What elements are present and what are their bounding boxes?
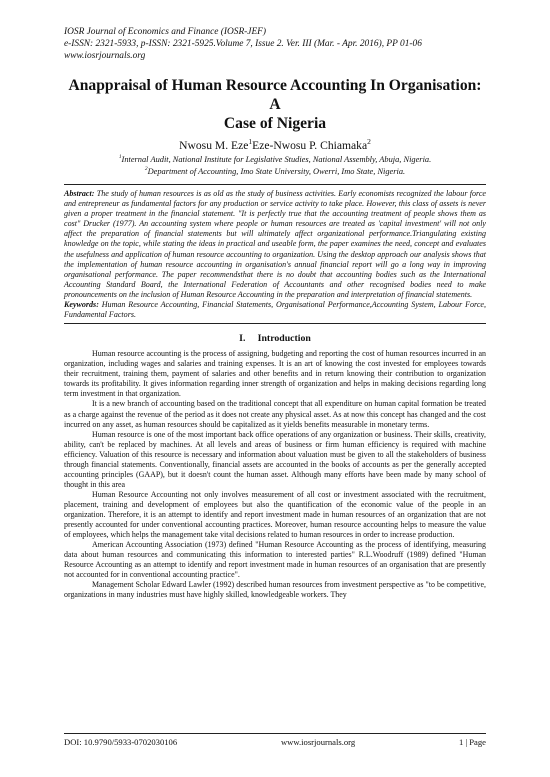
paragraph: Human resource accounting is the process of assigning, budgeting and reporting the cost of human resources incurred in an organization, including wages and salaries and training expenses. It is an art of knowing the cost invested for employees towards their recruitment, training them, payment of salaries and other benefits and in return knowing their contribution to organization towards its profitability. It gives information regarding inner strength of organization and helps in making decisions regarding long term investment in that organization. [64, 349, 486, 399]
affiliation-2-text: Department of Accounting, Imo State University, Owerri, Imo State, Nigeria. [147, 167, 406, 176]
title-line-1: Anappraisal of Human Resource Accounting In Organisation: A [68, 77, 482, 113]
journal-name: IOSR Journal of Economics and Finance (IOSR-JEF) [64, 27, 267, 37]
author-2-affil-mark: 2 [367, 137, 371, 147]
title-line-2: Case of Nigeria [223, 115, 327, 132]
footer-doi[interactable]: DOI: 10.9790/5933-0702030106 [64, 737, 178, 747]
section-title: Introduction [257, 333, 311, 345]
paragraph: Human resource is one of the most important back office operations of any organization or business. Their skills, creativity, ability, can't be replaced by machines. At all levels and areas of business or firm human efficiency is required with machine efficiency. Valuation of this resource is necessary and information about valuation must be given to all the stakeholders of business through financial statements. Conventionally, financial assets are accounted in the books of accounts as per the generally accepted accounting principles (GAAP), but it doesn't count the human asset. Although many efforts have been made by many school of thought in this area [64, 429, 486, 489]
affiliation-1-mark: 1 [118, 154, 122, 161]
paragraph: Human Resource Accounting not only involves measurement of all cost or investment associated with the recruitment, placement, training and development of employees but also the quantification of the economic value of the people in an organization. Therefore, it is an attempt to identify and report investment made in human resources of an organization that are not presently accounted for under conventional accounting practices. Moreover, human resource accounting helps to measure the value of employees, which helps the management take vital decisions related to human resources in order to increase production. [64, 489, 486, 540]
keywords-label: Keywords: [64, 300, 99, 310]
keywords-text: Human Resource Accounting, Financial Statements, Organisational Performance,Accounting System, Labour Force, Fundamental Factors. [64, 300, 486, 320]
footer-website[interactable]: www.iosrjournals.org [280, 737, 356, 747]
paper-title [64, 76, 486, 133]
author-list [64, 139, 486, 153]
paragraph: It is a new branch of accounting based on the traditional concept that all expenditure on human capital formation be treated as a charge against the revenue of the period as it does not create any physical asset. As at now this concept has changed and the cost incurred on any asset, as human resources should be capitalized as it yields benefits measurable in monetary terms. [64, 399, 486, 429]
page-footer [64, 733, 486, 748]
affiliation-2-mark: 2 [144, 166, 148, 173]
journal-header [64, 26, 486, 62]
section-number: I. [239, 333, 246, 345]
keywords [64, 300, 486, 320]
affiliation-1 [64, 154, 486, 165]
abstract-top-rule [64, 184, 486, 185]
journal-website[interactable]: www.iosrjournals.org [64, 51, 146, 61]
author-1: Nwosu M. Eze [179, 139, 249, 152]
affiliation-1-text: Internal Audit, National Institute for Legislative Studies, National Assembly, Abuja, Nigeria. [121, 155, 432, 164]
abstract-bottom-rule [64, 323, 486, 324]
abstract [64, 189, 486, 300]
paragraph: American Accounting Association (1973) defined "Human Resource Accounting as the process of identifying, measuring data about human resources and communicating this information to interested parties" R.L.Woodruff (1989) defined "Human Resource Accounting as an attempt to identify and report investment made in human resources of an organisation that are presently not accounted for in conventional accounting practice". [64, 540, 486, 580]
affiliation-2 [64, 166, 486, 177]
author-1-affil-mark: 1 [248, 137, 253, 147]
abstract-label: Abstract: [64, 189, 95, 198]
paragraph: Management Scholar Edward Lawler (1992) described human resources from investment perspective as "to be competitive, organizations in many industries must have highly skilled, knowledgeable workers. They [64, 580, 486, 600]
section-heading [64, 333, 486, 345]
footer-page-number: 1 | Page [458, 737, 486, 747]
journal-issn: e-ISSN: 2321-5933, p-ISSN: 2321-5925.Volume 7, Issue 2. Ver. III (Mar. - Apr. 2016), PP 01-06 [64, 39, 422, 49]
body-text [64, 349, 486, 600]
author-2: Eze-Nwosu P. Chiamaka [252, 139, 368, 152]
abstract-text: The study of human resources is as old as the study of business activities. Early economists recognized the labour force and entrepreneur as fundamental factors for any production or service activity to take place. However, this class of assets is never given a proper treatment in the financial statement. "It is perfectly true that the accounting treatment of people shows them as cost" Drucker (1977). An accounting system where people or human resources are treated as 'capital investment' will not only affect the preparation of financial statements but will ultimately affect organizational performance.Triangulating existing knowledge on the topic, while stating the ideas in practical and useable form, the paper examines the need, concept and evaluates the usefulness and application of human resource accounting to organization. Using the desktop approach our analysis shows that the implementation of human resource accounting in organisation's annual financial report will go a long way in improving organisational performance. The paper recommendsthat there is no doubt that accounting bodies such as the International Accounting Standard Board, the International Federation of Accountants and other recognised bodies need to make pronouncements on the inclusion of Human Resource Accounting in the preparation and interpretation of financial statements. [64, 189, 486, 299]
